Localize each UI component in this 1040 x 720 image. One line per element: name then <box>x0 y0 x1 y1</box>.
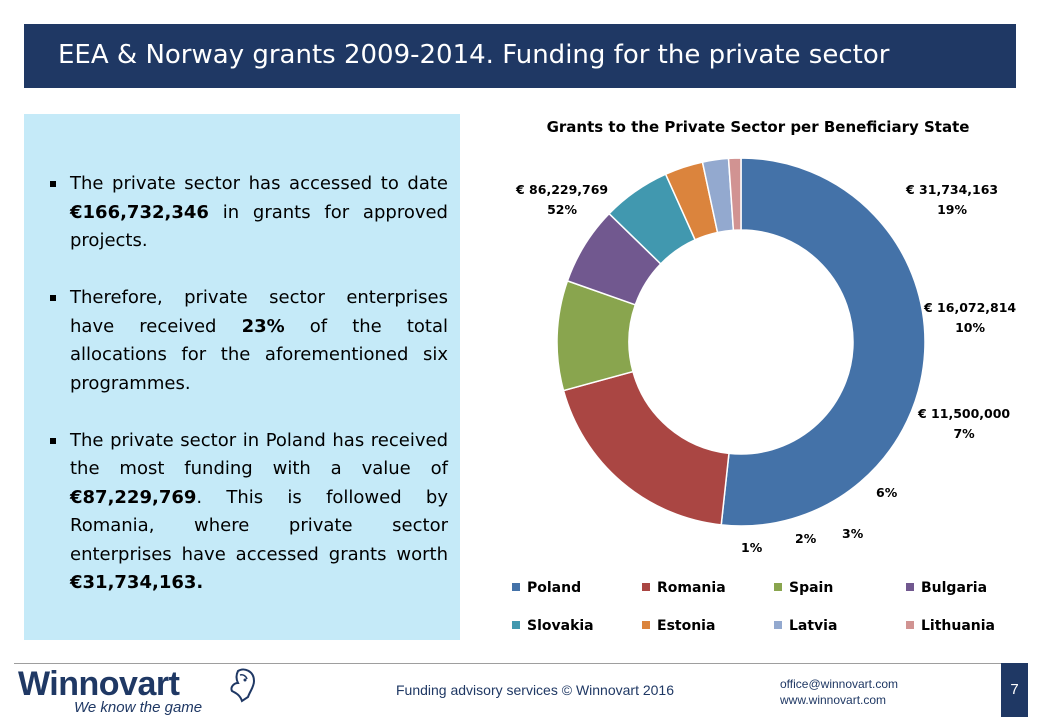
legend-label: Romania <box>657 580 726 596</box>
legend-label: Latvia <box>789 618 838 634</box>
data-label-value: € 86,229,769 <box>516 182 609 197</box>
data-label-value: € 16,072,814 <box>924 300 1017 315</box>
legend-swatch <box>642 621 650 629</box>
data-label-percent: 7% <box>953 426 975 441</box>
legend-item-lithuania <box>906 618 995 634</box>
footer-email[interactable]: office@winnovart.com <box>780 677 899 691</box>
footer-website[interactable]: www.winnovart.com <box>780 693 887 707</box>
legend-item-romania <box>642 580 726 596</box>
data-label-value: € 31,734,163 <box>906 182 999 197</box>
legend-item-estonia <box>642 618 715 634</box>
data-label-poland <box>516 180 608 220</box>
footer-divider <box>14 663 1028 664</box>
chart-title: Grants to the Private Sector per Beneficiary State <box>546 118 970 136</box>
legend-item-bulgaria <box>906 580 987 596</box>
bullet-text: The private sector has accessed to date <box>70 173 448 194</box>
legend-swatch <box>512 583 520 591</box>
legend-swatch <box>642 583 650 591</box>
data-label-percent: 10% <box>955 320 986 335</box>
data-label-percent: 52% <box>547 202 578 217</box>
legend-label: Estonia <box>657 618 716 634</box>
bullet-text: in grants for approved projects. <box>70 201 448 251</box>
logo-wordmark: Winnovart <box>18 665 180 703</box>
legend-swatch <box>512 621 520 629</box>
logo-tagline: We know the game <box>74 699 203 716</box>
page-title: EEA & Norway grants 2009-2014. Funding for the private sector <box>58 40 890 70</box>
legend-swatch <box>774 621 782 629</box>
legend-swatch <box>906 621 914 629</box>
legend-label: Slovakia <box>527 618 594 634</box>
legend-item-slovakia <box>512 618 594 634</box>
legend-item-latvia <box>774 618 837 634</box>
horse-head-icon <box>228 667 258 703</box>
data-label-slovakia: 6% <box>876 485 898 500</box>
data-label-bulgaria <box>918 404 1010 444</box>
legend-label: Lithuania <box>921 618 996 634</box>
donut-slice-poland <box>721 158 925 526</box>
page-number: 7 <box>1001 663 1028 717</box>
legend-label: Spain <box>789 580 834 596</box>
winnovart-logo <box>16 665 256 720</box>
legend-label: Bulgaria <box>921 580 988 596</box>
data-label-value: € 11,500,000 <box>918 406 1011 421</box>
data-label-romania <box>906 180 998 220</box>
bullet-text: The private sector in Poland has received the most funding with a value of <box>70 429 448 479</box>
bullet-bold-value: €31,734,163. <box>70 572 204 593</box>
legend-label: Poland <box>527 580 582 596</box>
data-label-latvia: 2% <box>795 531 817 546</box>
donut-slice-romania <box>564 372 729 525</box>
bullet-text: Therefore, private sector enterprises have received <box>70 287 448 337</box>
data-label-lithuania: 1% <box>741 540 763 555</box>
bullet-text: of the total allocations for the aforementioned six programmes. <box>70 315 448 394</box>
bullet-bold-value: €166,732,346 <box>70 201 209 223</box>
bullet-text: . This is followed by Romania, where private sector enterprises have accessed grants worth <box>70 486 448 565</box>
legend-item-spain <box>774 580 833 596</box>
bullet-bold-value: €87,229,769 <box>70 486 197 508</box>
data-label-percent: 19% <box>937 202 968 217</box>
legend-swatch <box>774 583 782 591</box>
footer-contact <box>780 676 898 708</box>
legend-swatch <box>906 583 914 591</box>
data-label-spain <box>924 298 1016 338</box>
data-label-estonia: 3% <box>842 526 864 541</box>
legend-item-poland <box>512 580 581 596</box>
bullet-bold-value: 23% <box>241 315 285 337</box>
footer-copyright: Funding advisory services © Winnovart 2016 <box>396 682 674 698</box>
